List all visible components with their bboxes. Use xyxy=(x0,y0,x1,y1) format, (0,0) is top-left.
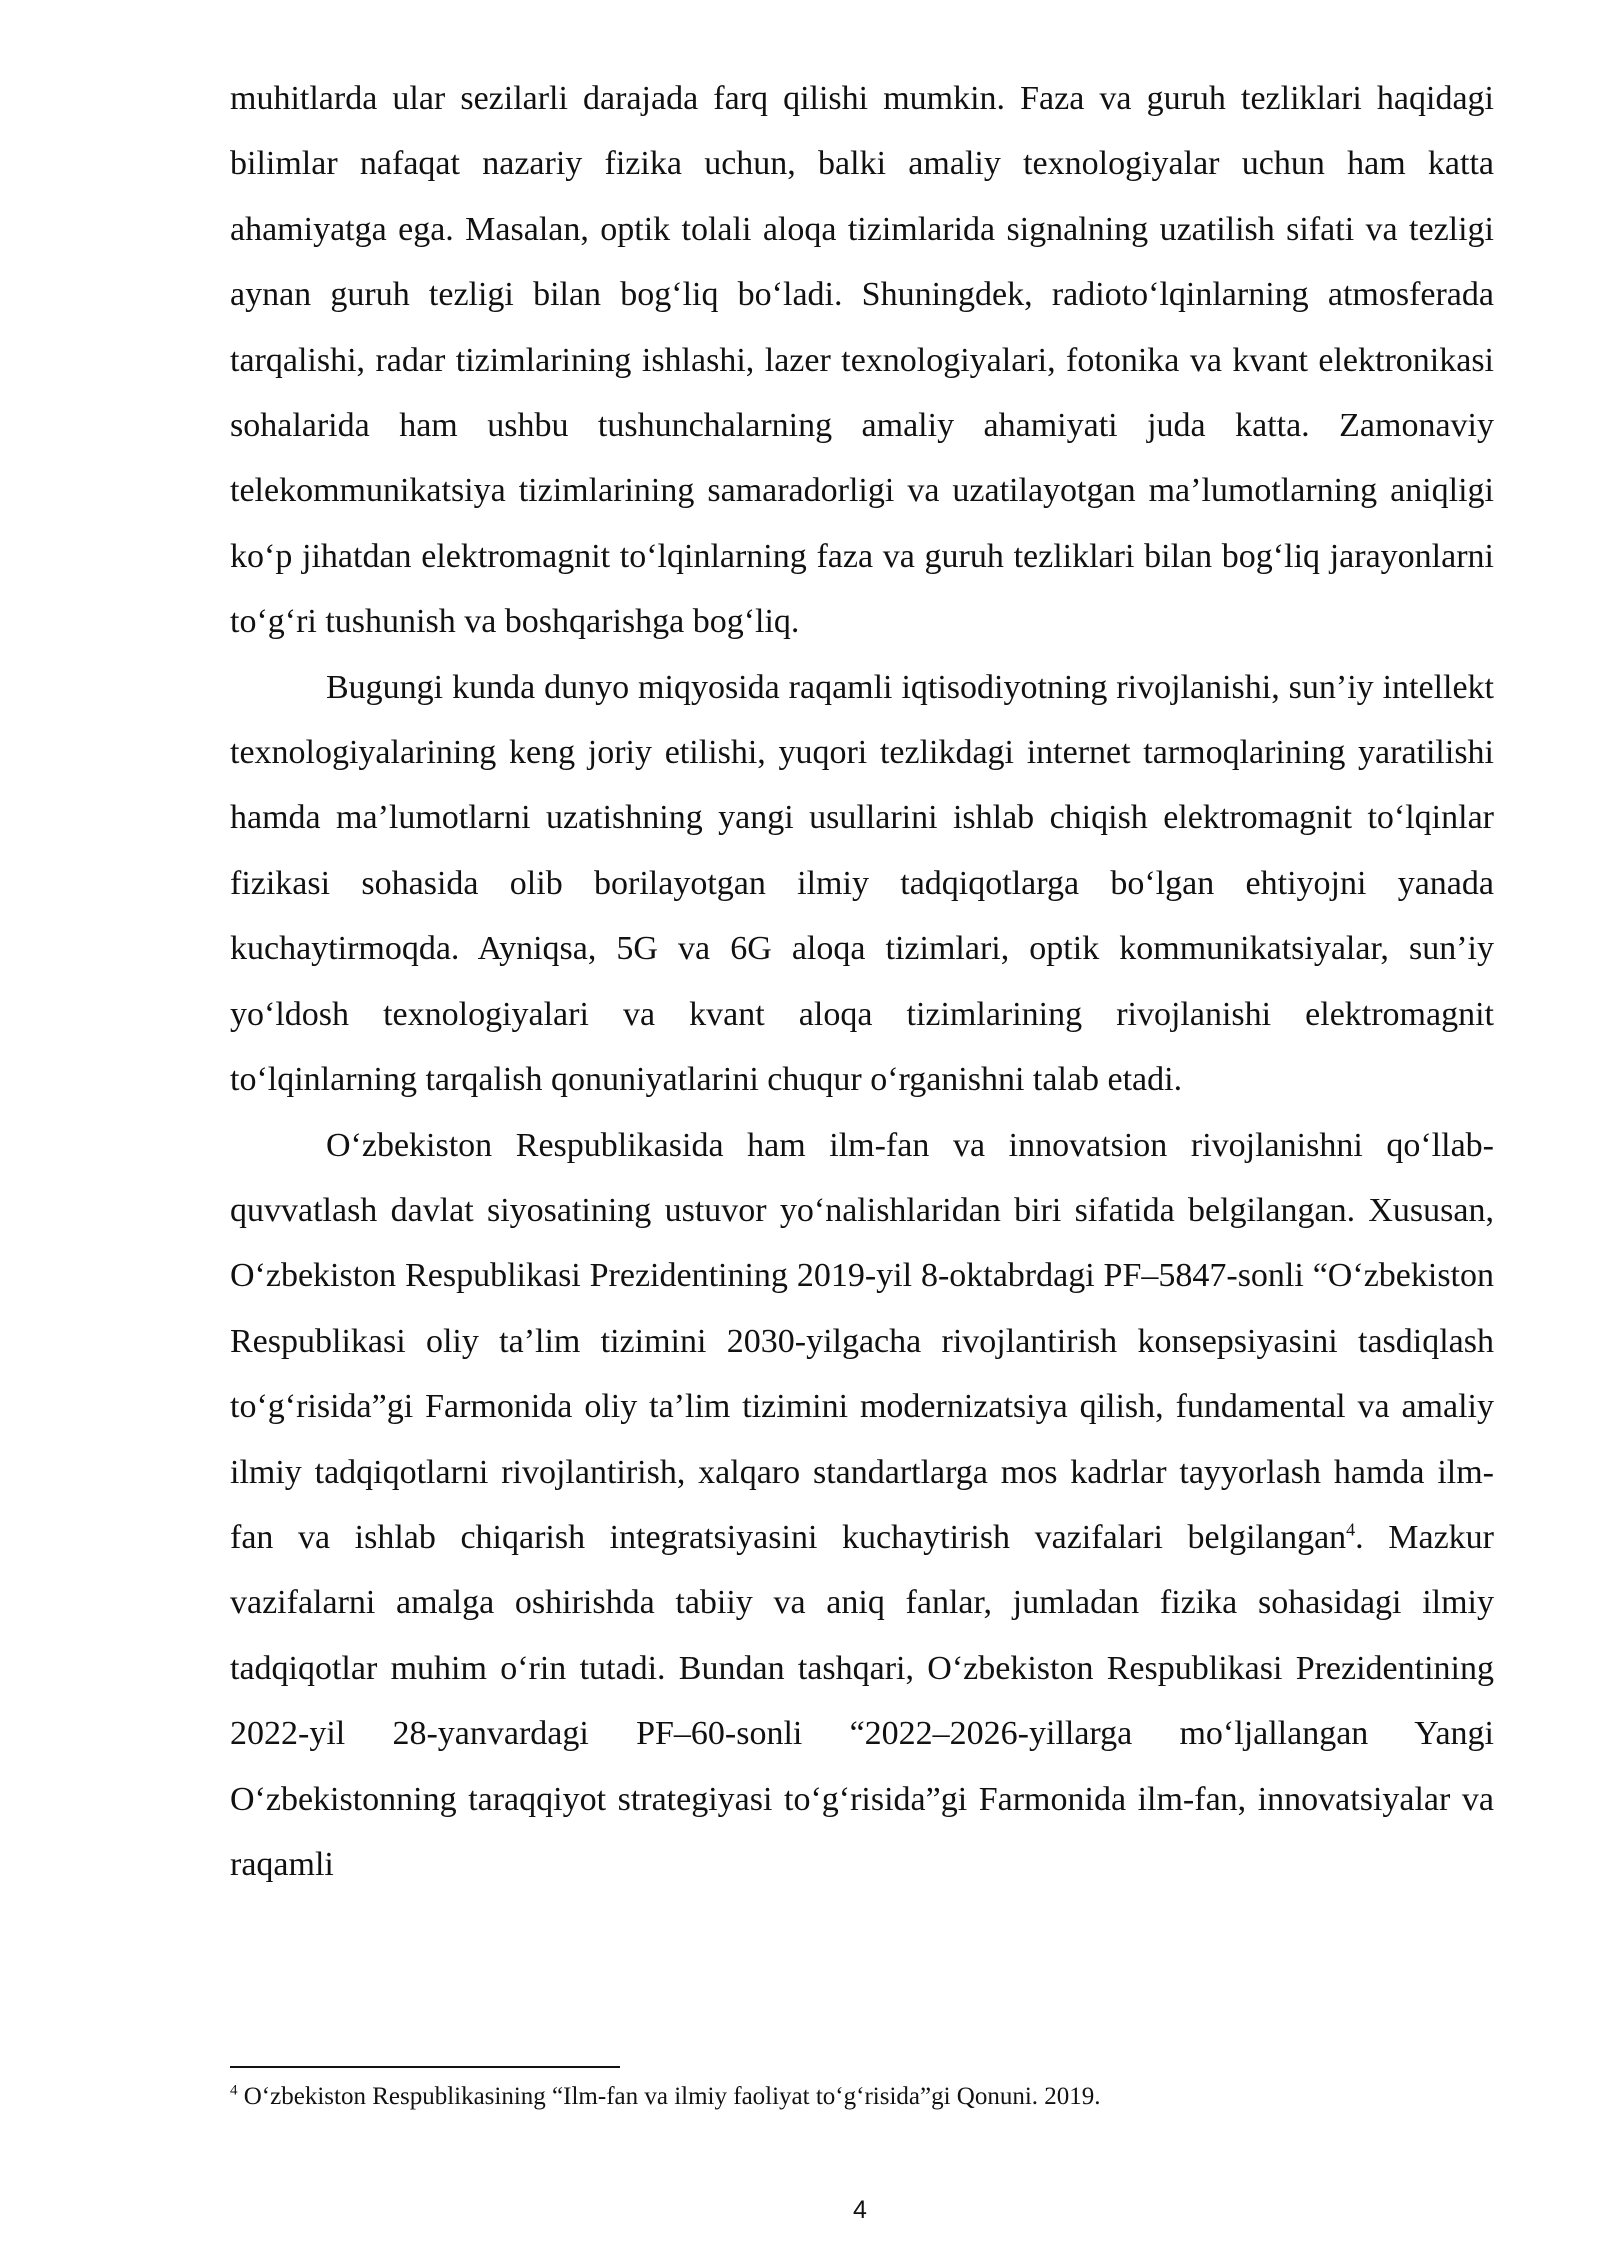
footnote xyxy=(230,2080,1494,2114)
footnote-reference[interactable]: 4 xyxy=(1346,1519,1356,1540)
footnote-separator xyxy=(230,2066,620,2068)
paragraph-2: Bugungi kunda dunyo miqyosida raqamli iqtisodiyotning rivojlanishi, sun’iy intellekt texnologiyalarining keng joriy etilishi, yuqori tezlikdagi internet tarmoqlarining yaratilishi hamda ma’lumotlarni uzatishning yangi usullarini ishlab chiqish elektromagnit to‘lqinlar fizikasi sohasida olib borilayotgan ilmiy tadqiqotlarga bo‘lgan ehtiyojni yanada kuchaytirmoqda. Ayniqsa, 5G va 6G aloqa tizimlari, optik kommunikatsiyalar, sun’iy yo‘ldosh texnologiyalari va kvant aloqa tizimlarining rivojlanishi elektromagnit to‘lqinlarning tarqalish qonuniyatlarini chuqur o‘rganishni talab etadi. xyxy=(230,668,1494,1099)
page-number: 4 xyxy=(853,2196,867,2224)
paragraph-3 xyxy=(230,1113,1494,1898)
footnote-text: O‘zbekiston Respublikasining “Ilm-fan va ilmiy faoliyat to‘g‘risida”gi Qonuni. 2019. xyxy=(237,2083,1101,2110)
footnote-number: 4 xyxy=(230,2082,238,2099)
body-text xyxy=(230,66,1494,1897)
paragraph-1: muhitlarda ular sezilarli darajada farq qilishi mumkin. Faza va guruh tezliklari haqidagi bilimlar nafaqat nazariy fizika uchun, balki amaliy texnologiyalar uchun ham katta ahamiyatga ega. Masalan, optik tolali aloqa tizimlarida signalning uzatilish sifati va tezligi aynan guruh tezligi bilan bog‘liq bo‘ladi. Shuningdek, radioto‘lqinlarning atmosferada tarqalishi, radar tizimlarining ishlashi, lazer texnologiyalari, fotonika va kvant elektronikasi sohalarida ham ushbu tushunchalarning amaliy ahamiyati juda katta. Zamonaviy telekommunikatsiya tizimlarining samaradorligi va uzatilayotgan ma’lumotlarning aniqligi ko‘p jihatdan elektromagnit to‘lqinlarning faza va guruh tezliklari bilan bog‘liq jarayonlarni to‘g‘ri tushunish va boshqarishga bog‘liq. xyxy=(230,80,1494,641)
paragraph-3-part-1: O‘zbekiston Respublikasida ham ilm-fan va innovatsion rivojlanishni qo‘llab-quvvatlash davlat siyosatining ustuvor yo‘nalishlaridan biri sifatida belgilangan. Xususan, O‘zbekiston Respublikasi Prezidentining 2019-yil 8-oktabrdagi PF–5847-sonli “O‘zbekiston Respublikasi oliy ta’lim tizimini 2030-yilgacha rivojlantirish konsepsiyasini tasdiqlash to‘g‘risida”gi Farmonida oliy ta’lim tizimini modernizatsiya qilish, fundamental va amaliy ilmiy tadqiqotlarni rivojlantirish, xalqaro standartlarga mos kadrlar tayyorlash hamda ilm-fan va ishlab chiqarish integratsiyasini kuchaytirish vazifalari belgilangan xyxy=(230,1126,1494,1556)
paragraph-3-part-2: . Mazkur vazifalarni amalga oshirishda tabiiy va aniq fanlar, jumladan fizika sohasidagi ilmiy tadqiqotlar muhim o‘rin tutadi. Bundan tashqari, O‘zbekiston Respublikasi Prezidentining 2022-yil 28-yanvardagi PF–60-sonli “2022–2026-yillarga mo‘ljallangan Yangi O‘zbekistonning taraqqiyot strategiyasi to‘g‘risida”gi Farmonida ilm-fan, innovatsiyalar va raqamli xyxy=(230,1518,1494,1883)
